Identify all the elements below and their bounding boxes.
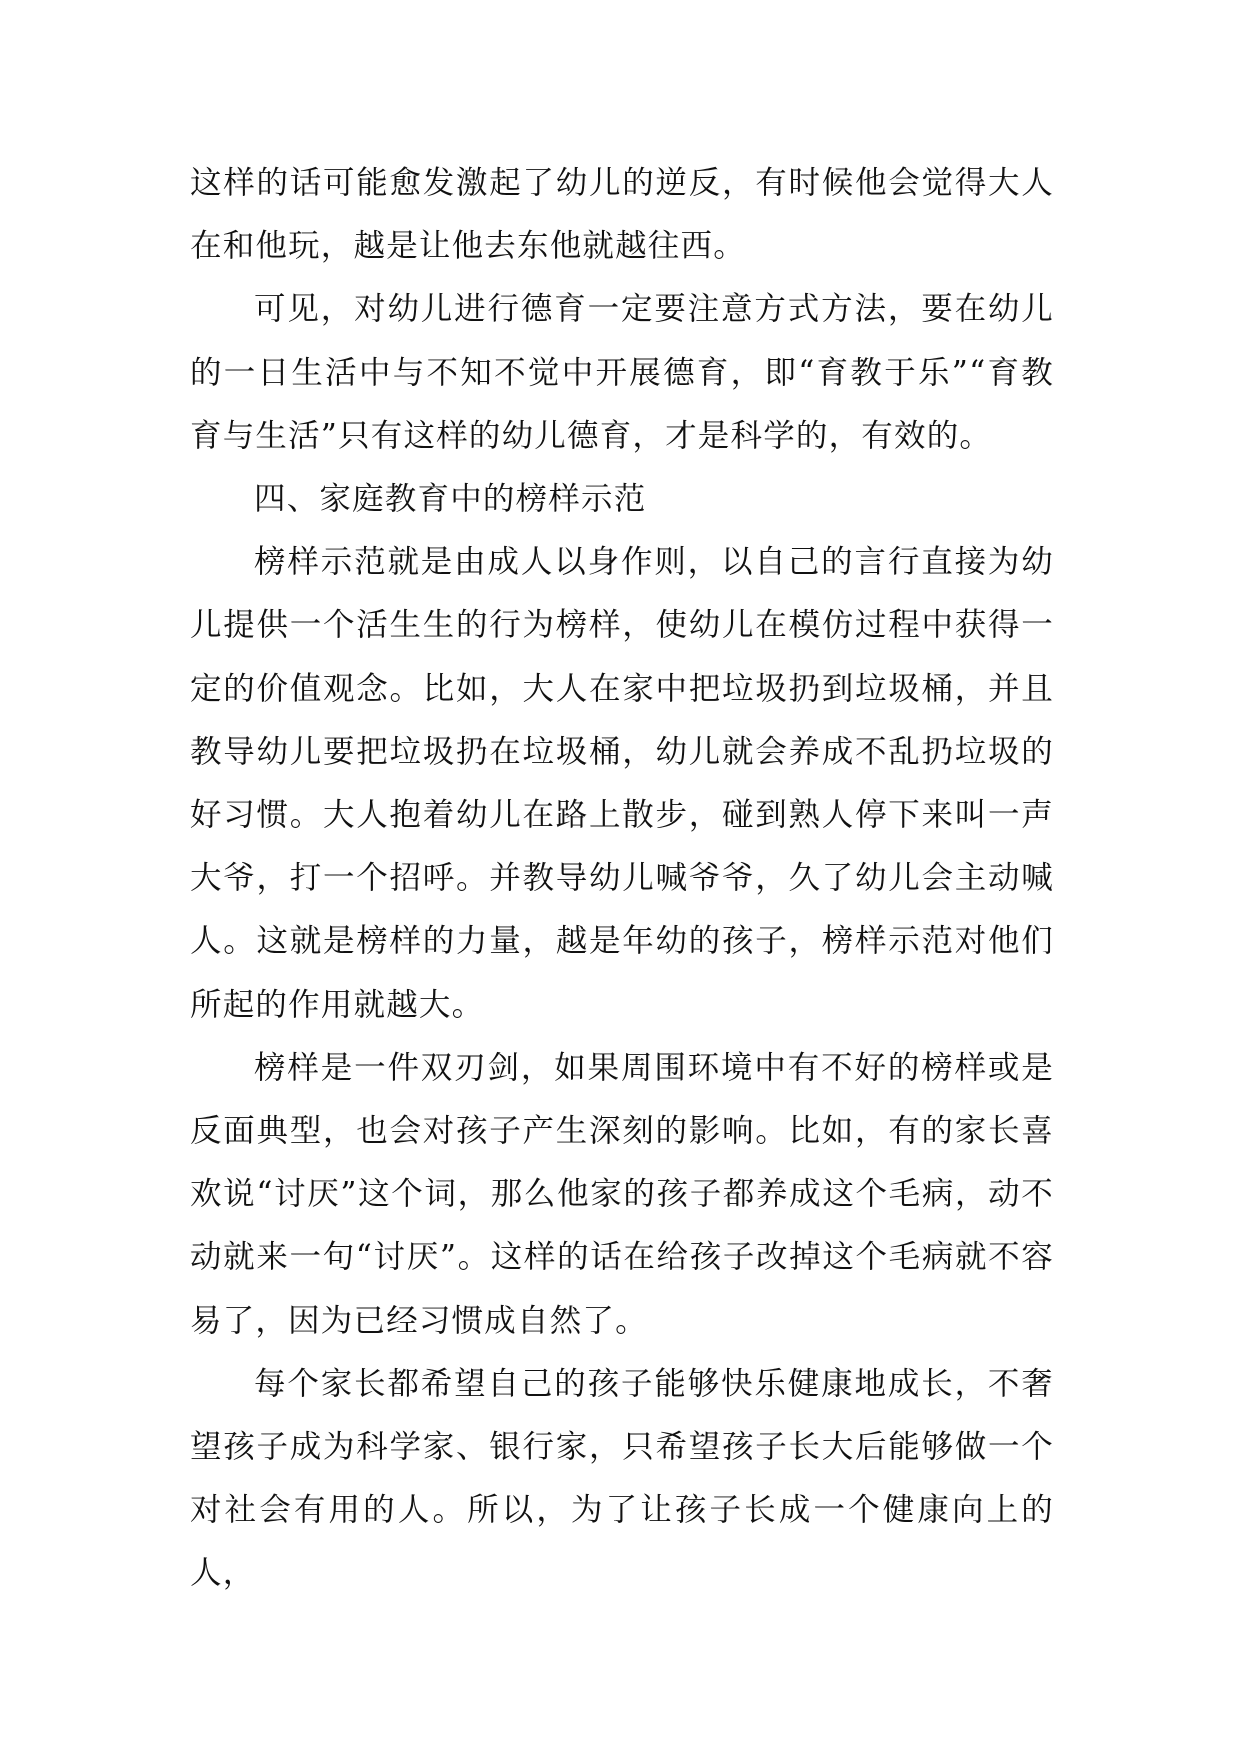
paragraph-2: 可见，对幼儿进行德育一定要注意方式方法，要在幼儿的一日生活中与不知不觉中开展德育，即“育教于乐”“育教育与生活”只有这样的幼儿德育，才是科学的，有效的。 bbox=[190, 291, 1054, 454]
document-body bbox=[190, 152, 1054, 1606]
paragraph-4: 榜样是一件双刃剑，如果周围环境中有不好的榜样或是反面典型，也会对孩子产生深刻的影响。比如，有的家长喜欢说“讨厌”这个词，那么他家的孩子都养成这个毛病，动不动就来一句“讨厌”。这样的话在给孩子改掉这个毛病就不容易了，因为已经习惯成自然了。 bbox=[190, 1049, 1054, 1339]
paragraph-5: 每个家长都希望自己的孩子能够快乐健康地成长，不奢望孩子成为科学家、银行家，只希望孩子长大后能够做一个对社会有用的人。所以，为了让孩子长成一个健康向上的人， bbox=[190, 1365, 1054, 1592]
paragraph-3: 榜样示范就是由成人以身作则，以自己的言行直接为幼儿提供一个活生生的行为榜样，使幼儿在模仿过程中获得一定的价值观念。比如，大人在家中把垃圾扔到垃圾桶，并且教导幼儿要把垃圾扔在垃圾桶，幼儿就会养成不乱扔垃圾的好习惯。大人抱着幼儿在路上散步，碰到熟人停下来叫一声大爷，打一个招呼。并教导幼儿喊爷爷，久了幼儿会主动喊人。这就是榜样的力量，越是年幼的孩子，榜样示范对他们所起的作用就越大。 bbox=[190, 544, 1054, 1023]
section-heading: 四、家庭教育中的榜样示范 bbox=[254, 481, 647, 518]
paragraph-1: 这样的话可能愈发激起了幼儿的逆反，有时候他会觉得大人在和他玩，越是让他去东他就越往西。 bbox=[190, 165, 1054, 265]
